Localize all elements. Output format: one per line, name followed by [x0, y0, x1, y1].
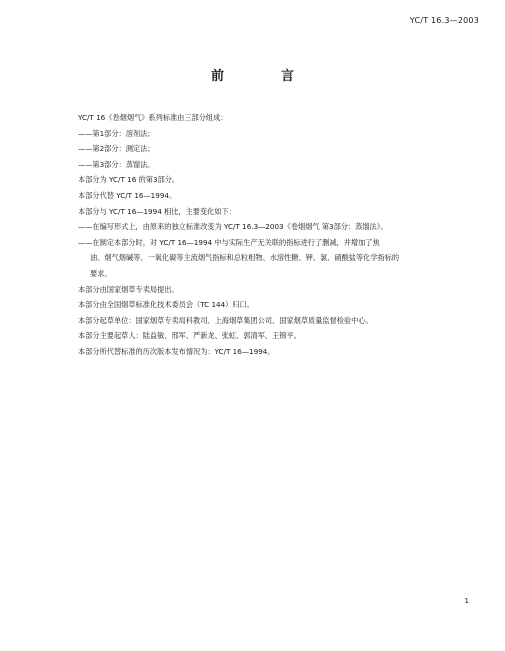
paragraph-changes-intro: 本部分与 YC/T 16—1994 相比，主要变化如下：: [78, 206, 236, 216]
page-title: 前 言: [210, 69, 316, 84]
list-item-part-2: ——第2部分：测定法；: [78, 144, 155, 154]
list-item-part-1: ——第1部分：溶剂法；: [78, 128, 155, 138]
foreword-body: [78, 110, 478, 360]
paragraph-intro: YC/T 16《卷烟烟气》系列标准由三部分组成：: [78, 113, 228, 122]
list-item-change-2-cont: 油、烟气烟碱等、一氧化碳等主流烟气指标和总粒相物、水溶性糖、钾、氯、硝酸盐等化学指标的: [90, 253, 400, 263]
list-item-change-2: ——在制定本部分时，对 YC/T 16—1994 中与实际生产无关联的指标进行了删减，并增加了焦: [78, 237, 380, 247]
paragraph-part-statement: 本部分为 YC/T 16 的第3部分。: [78, 175, 180, 185]
paragraph-centralized-by: 本部分由全国烟草标准化技术委员会（TC 144）归口。: [78, 300, 254, 310]
paragraph-proposed-by: 本部分由国家烟草专卖局提出。: [78, 284, 179, 294]
standard-code: YC/T 16.3—2003: [409, 16, 479, 25]
list-item-change-1: ——在编写形式上，由原来的独立标准改变为 YC/T 16.3—2003《卷烟烟气 第3部分：蒸馏法》。: [78, 222, 388, 232]
paragraph-drafting-units: 本部分起草单位：国家烟草专卖局科教司、上海烟草集团公司、国家烟草质量监督检验中心。: [78, 315, 373, 325]
list-item-change-2-end: 要求。: [90, 268, 112, 278]
paragraph-replaces: 本部分代替 YC/T 16—1994。: [78, 190, 177, 200]
page-number: 1: [464, 597, 469, 605]
paragraph-previous-editions: 本部分所代替标准的历次版本发布情况为：YC/T 16—1994。: [78, 346, 275, 356]
paragraph-drafters: 本部分主要起草人：陆益敏、邢军、严新龙、张虹、郭清军、王锦平。: [78, 331, 301, 341]
list-item-part-3: ——第3部分：蒸馏法。: [78, 159, 155, 169]
